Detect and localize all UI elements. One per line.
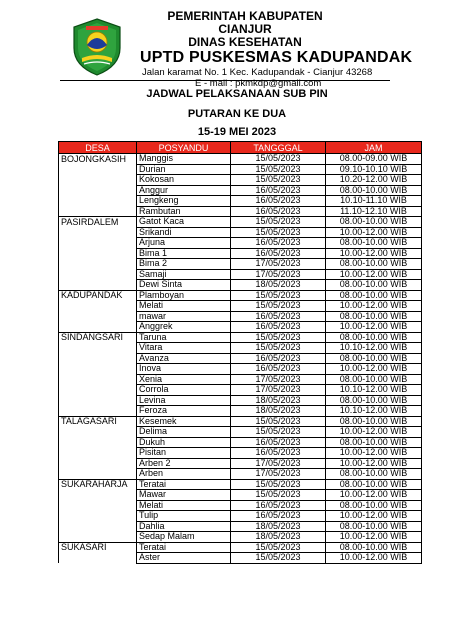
cell-desa <box>59 406 137 417</box>
cell-tanggal: 18/05/2023 <box>231 521 326 532</box>
cell-jam: 08.00-10.00 WIB <box>326 353 422 364</box>
table-row <box>59 238 422 249</box>
cell-posyandu: Teratai <box>137 542 231 553</box>
table-row <box>59 322 422 333</box>
table-row <box>59 185 422 196</box>
cell-posyandu: Pisitan <box>137 448 231 459</box>
cell-tanggal: 15/05/2023 <box>231 416 326 427</box>
table-row <box>59 406 422 417</box>
table-row <box>59 553 422 564</box>
letterhead <box>0 0 474 89</box>
cell-desa: SUKARAHARJA <box>59 479 137 490</box>
cell-posyandu: Avanza <box>137 353 231 364</box>
cell-posyandu: Dahlia <box>137 521 231 532</box>
cell-jam: 10.00-12.00 WIB <box>326 301 422 312</box>
document-subtitle: PUTARAN KE DUA <box>187 108 287 120</box>
cell-jam: 08.00-10.00 WIB <box>326 311 422 322</box>
cell-tanggal: 16/05/2023 <box>231 185 326 196</box>
cell-posyandu: Srikandi <box>137 227 231 238</box>
cell-tanggal: 16/05/2023 <box>231 248 326 259</box>
table-row <box>59 385 422 396</box>
cell-jam: 11.10-12.10 WIB <box>326 206 422 217</box>
cell-desa <box>59 185 137 196</box>
cell-desa <box>59 227 137 238</box>
cell-jam: 10.00-12.00 WIB <box>326 448 422 459</box>
address-line: Jalan karamat No. 1 Kec. Kadupandak - Cianjur 43268 <box>142 67 373 78</box>
table-row <box>59 427 422 438</box>
cell-jam: 10.00-12.00 WIB <box>326 490 422 501</box>
cell-tanggal: 15/05/2023 <box>231 175 326 186</box>
cell-posyandu: Inova <box>137 364 231 375</box>
table-row <box>59 542 422 553</box>
cell-tanggal: 17/05/2023 <box>231 469 326 480</box>
cell-jam: 08.00-10.00 WIB <box>326 437 422 448</box>
cell-desa <box>59 175 137 186</box>
table-row <box>59 395 422 406</box>
cell-desa <box>59 364 137 375</box>
cell-posyandu: Mawar <box>137 490 231 501</box>
cell-posyandu: Sedap Malam <box>137 532 231 543</box>
table-row <box>59 448 422 459</box>
cell-jam: 08.00-10.00 WIB <box>326 374 422 385</box>
table-row <box>59 458 422 469</box>
cell-desa <box>59 280 137 291</box>
letterhead-text <box>140 10 470 89</box>
cell-posyandu: Plamboyan <box>137 290 231 301</box>
cell-tanggal: 17/05/2023 <box>231 374 326 385</box>
cell-tanggal: 15/05/2023 <box>231 542 326 553</box>
cell-jam: 08.00-10.00 WIB <box>326 395 422 406</box>
cell-desa <box>59 511 137 522</box>
table-row <box>59 511 422 522</box>
cell-posyandu: Arben 2 <box>137 458 231 469</box>
cell-posyandu: Kokosan <box>137 175 231 186</box>
cell-jam: 08.00-10.00 WIB <box>326 469 422 480</box>
cell-jam: 08.00-10.00 WIB <box>326 238 422 249</box>
table-row <box>59 479 422 490</box>
cell-tanggal: 15/05/2023 <box>231 217 326 228</box>
cell-desa <box>59 521 137 532</box>
cell-posyandu: Aster <box>137 553 231 564</box>
header-posyandu: POSYANDU <box>137 142 231 154</box>
cell-jam: 10.10-12.00 WIB <box>326 385 422 396</box>
cell-desa <box>59 164 137 175</box>
cell-posyandu: Feroza <box>137 406 231 417</box>
cell-posyandu: Dewi Sinta <box>137 280 231 291</box>
cell-jam: 10.00-12.00 WIB <box>326 364 422 375</box>
cell-jam: 08.00-10.00 WIB <box>326 332 422 343</box>
cell-tanggal: 15/05/2023 <box>231 227 326 238</box>
table-row <box>59 353 422 364</box>
cell-jam: 08.00-10.00 WIB <box>326 479 422 490</box>
cell-posyandu: Rambutan <box>137 206 231 217</box>
cell-desa <box>59 238 137 249</box>
cell-desa <box>59 427 137 438</box>
cell-posyandu: Taruna <box>137 332 231 343</box>
cell-jam: 10.00-12.00 WIB <box>326 248 422 259</box>
cell-desa: KADUPANDAK <box>59 290 137 301</box>
cell-desa <box>59 374 137 385</box>
cell-jam: 10.00-12.00 WIB <box>326 427 422 438</box>
cell-posyandu: Arben <box>137 469 231 480</box>
cell-tanggal: 15/05/2023 <box>231 490 326 501</box>
cell-posyandu: Levina <box>137 395 231 406</box>
table-row <box>59 469 422 480</box>
cell-desa <box>59 500 137 511</box>
cell-jam: 08.00-10.00 WIB <box>326 416 422 427</box>
cell-posyandu: Gatot Kaca <box>137 217 231 228</box>
cell-desa <box>59 490 137 501</box>
cell-posyandu: Dukuh <box>137 437 231 448</box>
table-body <box>59 154 422 564</box>
cell-desa <box>59 248 137 259</box>
cell-jam: 10.00-12.00 WIB <box>326 269 422 280</box>
cell-posyandu: Melati <box>137 500 231 511</box>
cell-desa: SUKASARI <box>59 542 137 553</box>
table-header-row <box>59 142 422 154</box>
cell-posyandu: Durian <box>137 164 231 175</box>
government-name: PEMERINTAH KABUPATEN CIANJUR <box>167 9 323 36</box>
cell-jam: 10.10-12.00 WIB <box>326 343 422 354</box>
cell-desa <box>59 553 137 564</box>
cell-posyandu: Anggur <box>137 185 231 196</box>
cell-jam: 10.00-12.00 WIB <box>326 322 422 333</box>
cell-desa <box>59 395 137 406</box>
cell-posyandu: Anggrek <box>137 322 231 333</box>
cell-jam: 08.00-10.00 WIB <box>326 542 422 553</box>
cell-jam: 10.00-12.00 WIB <box>326 532 422 543</box>
cell-desa <box>59 259 137 270</box>
cell-desa <box>59 385 137 396</box>
cell-jam: 08.00-10.00 WIB <box>326 290 422 301</box>
schedule-table <box>58 141 422 564</box>
cell-posyandu: Arjuna <box>137 238 231 249</box>
header-desa: DESA <box>59 142 137 154</box>
cell-posyandu: Vitara <box>137 343 231 354</box>
cell-jam: 10.00-12.00 WIB <box>326 553 422 564</box>
table-row <box>59 500 422 511</box>
cell-desa <box>59 448 137 459</box>
cell-tanggal: 16/05/2023 <box>231 364 326 375</box>
cell-desa <box>59 196 137 207</box>
cell-desa <box>59 532 137 543</box>
table-row <box>59 416 422 427</box>
table-row <box>59 290 422 301</box>
cell-posyandu: Bima 1 <box>137 248 231 259</box>
cell-desa <box>59 322 137 333</box>
cell-tanggal: 15/05/2023 <box>231 290 326 301</box>
institution-name: UPTD PUSKESMAS KADUPANDAK <box>140 49 413 66</box>
cell-tanggal: 16/05/2023 <box>231 322 326 333</box>
cell-desa: PASIRDALEM <box>59 217 137 228</box>
cell-desa <box>59 469 137 480</box>
table-row <box>59 164 422 175</box>
cell-tanggal: 16/05/2023 <box>231 511 326 522</box>
cell-posyandu: Melati <box>137 301 231 312</box>
cell-tanggal: 15/05/2023 <box>231 154 326 165</box>
cell-posyandu: Manggis <box>137 154 231 165</box>
cianjur-regency-logo <box>72 18 122 76</box>
letterhead-divider <box>60 80 390 81</box>
cell-posyandu: Lengkeng <box>137 196 231 207</box>
cell-posyandu: Tulip <box>137 511 231 522</box>
cell-desa: SINDANGSARI <box>59 332 137 343</box>
cell-tanggal: 15/05/2023 <box>231 164 326 175</box>
cell-tanggal: 16/05/2023 <box>231 500 326 511</box>
cell-jam: 08.00-10.00 WIB <box>326 217 422 228</box>
cell-tanggal: 16/05/2023 <box>231 238 326 249</box>
cell-posyandu: Kesemek <box>137 416 231 427</box>
table-row <box>59 343 422 354</box>
table-row <box>59 217 422 228</box>
cell-desa: TALAGASARI <box>59 416 137 427</box>
cell-tanggal: 15/05/2023 <box>231 301 326 312</box>
table-row <box>59 248 422 259</box>
cell-desa <box>59 269 137 280</box>
cell-posyandu: Teratai <box>137 479 231 490</box>
cell-tanggal: 16/05/2023 <box>231 353 326 364</box>
cell-desa <box>59 458 137 469</box>
cell-jam: 08.00-10.00 WIB <box>326 500 422 511</box>
cell-desa: BOJONGKASIH <box>59 154 137 165</box>
header-jam: JAM <box>326 142 422 154</box>
cell-desa <box>59 343 137 354</box>
cell-tanggal: 18/05/2023 <box>231 395 326 406</box>
table-row <box>59 490 422 501</box>
table-row <box>59 206 422 217</box>
cell-tanggal: 17/05/2023 <box>231 385 326 396</box>
cell-tanggal: 18/05/2023 <box>231 406 326 417</box>
email-line: E - mail : pkmkdp@gmail.com <box>195 78 322 89</box>
cell-tanggal: 16/05/2023 <box>231 448 326 459</box>
cell-tanggal: 16/05/2023 <box>231 437 326 448</box>
cell-jam: 08.00-10.00 WIB <box>326 185 422 196</box>
cell-posyandu: Corrola <box>137 385 231 396</box>
table-row <box>59 175 422 186</box>
cell-jam: 08.00-10.00 WIB <box>326 259 422 270</box>
cell-jam: 08.00-09.00 WIB <box>326 154 422 165</box>
department-name: DINAS KESEHATAN <box>188 35 302 49</box>
table-row <box>59 259 422 270</box>
table-row <box>59 521 422 532</box>
cell-jam: 10.00-12.00 WIB <box>326 458 422 469</box>
cell-tanggal: 15/05/2023 <box>231 427 326 438</box>
cell-tanggal: 17/05/2023 <box>231 269 326 280</box>
cell-tanggal: 17/05/2023 <box>231 458 326 469</box>
cell-posyandu: Xenia <box>137 374 231 385</box>
table-row <box>59 269 422 280</box>
cell-jam: 08.00-10.00 WIB <box>326 521 422 532</box>
cell-tanggal: 16/05/2023 <box>231 311 326 322</box>
cell-tanggal: 16/05/2023 <box>231 206 326 217</box>
cell-posyandu: Bima 2 <box>137 259 231 270</box>
cell-jam: 10.10-12.00 WIB <box>326 406 422 417</box>
table-row <box>59 437 422 448</box>
table-row <box>59 374 422 385</box>
cell-tanggal: 16/05/2023 <box>231 196 326 207</box>
cell-desa <box>59 311 137 322</box>
date-range: 15-19 MEI 2023 <box>197 126 277 138</box>
cell-jam: 10.10-11.10 WIB <box>326 196 422 207</box>
cell-tanggal: 17/05/2023 <box>231 259 326 270</box>
table-row <box>59 532 422 543</box>
table-row <box>59 280 422 291</box>
cell-posyandu: Samaji <box>137 269 231 280</box>
cell-posyandu: Delima <box>137 427 231 438</box>
cell-desa <box>59 437 137 448</box>
table-row <box>59 301 422 312</box>
cell-jam: 10.20-12.00 WIB <box>326 175 422 186</box>
cell-tanggal: 15/05/2023 <box>231 479 326 490</box>
cell-jam: 09.10-10.10 WIB <box>326 164 422 175</box>
table-row <box>59 227 422 238</box>
cell-tanggal: 18/05/2023 <box>231 532 326 543</box>
cell-tanggal: 15/05/2023 <box>231 343 326 354</box>
cell-jam: 08.00-10.00 WIB <box>326 280 422 291</box>
cell-desa <box>59 206 137 217</box>
table-row <box>59 154 422 165</box>
cell-desa <box>59 353 137 364</box>
table-row <box>59 196 422 207</box>
cell-tanggal: 15/05/2023 <box>231 332 326 343</box>
table-row <box>59 332 422 343</box>
document-title: JADWAL PELAKSANAAN SUB PIN <box>146 88 328 100</box>
cell-jam: 10.00-12.00 WIB <box>326 511 422 522</box>
cell-posyandu: mawar <box>137 311 231 322</box>
cell-tanggal: 15/05/2023 <box>231 553 326 564</box>
cell-jam: 10.00-12.00 WIB <box>326 227 422 238</box>
cell-desa <box>59 301 137 312</box>
table-row <box>59 311 422 322</box>
cell-tanggal: 18/05/2023 <box>231 280 326 291</box>
header-tanggal: TANGGGAL <box>231 142 326 154</box>
table-row <box>59 364 422 375</box>
